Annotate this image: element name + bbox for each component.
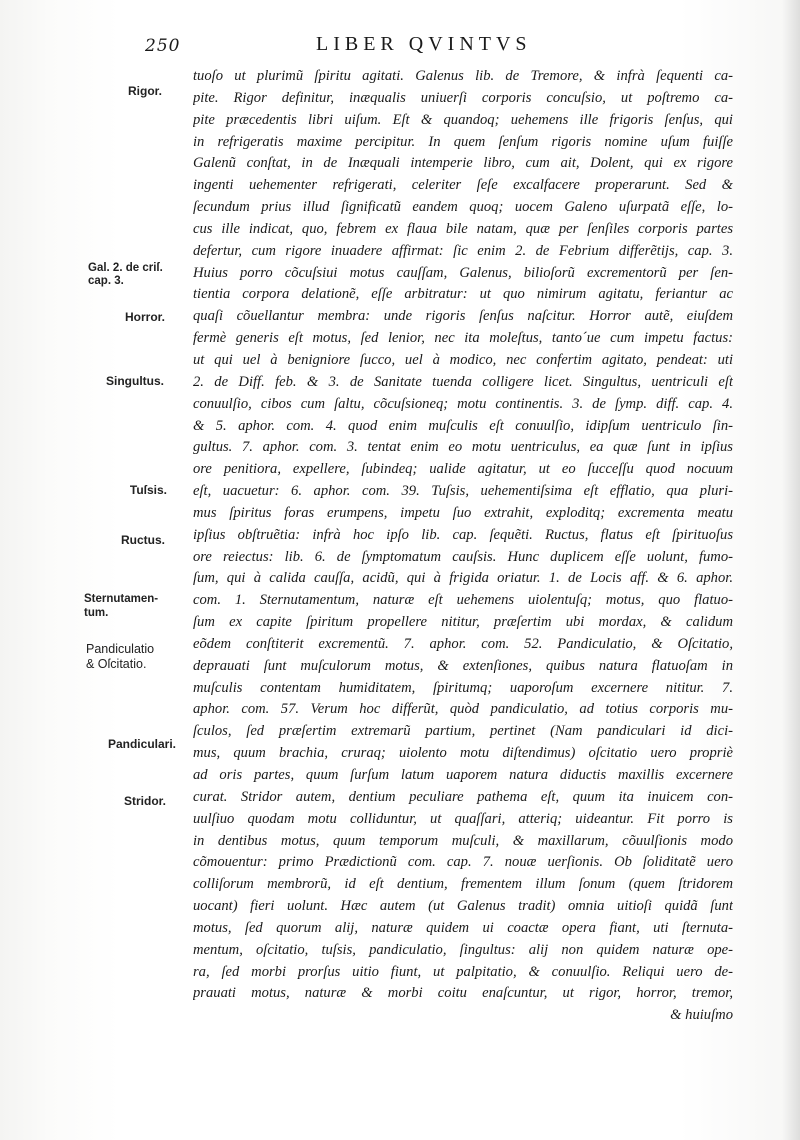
text-line: ore penitiora, expellere, ſubindeq; ualide agitatur, ut eo ſucceſſu quod nocuum bbox=[193, 461, 733, 478]
text-line: com. 1. Sternutamentum, naturæ eſt uehemens uiolentuſq; motus, quo flatuo- bbox=[193, 592, 733, 609]
margin-note-pandiculatio-line2: & Oſcitatio. bbox=[86, 657, 147, 671]
text-line: defertur, cum rigore inuadere affirmat: ſic enim 2. de Febrium differẽtijs, cap. 3. bbox=[193, 242, 733, 259]
text-line: gultus. 7. aphor. com. 3. tentat enim eo motu uentriculus, ea quæ ſunt in ipſius bbox=[193, 439, 733, 456]
catchword: & huiuſmo bbox=[670, 1007, 733, 1024]
text-line: deprauati ſunt muſculorum motus, & extenſiones, quibus natura flatuoſam in bbox=[193, 657, 733, 674]
text-line: ad oris partes, quum ſurſum latum uaporem natura diductis maxillis excernere bbox=[193, 767, 733, 783]
margin-note-rigor-text: Rigor. bbox=[127, 84, 162, 98]
text-line: fermè generis eſt motus, ſed lenior, nec ita moleſtus, tanto´ue cum impetu factus: bbox=[193, 330, 733, 347]
text-line: prauati motus, naturæ & morbi coitu enaſcuntur, ut rigor, horror, tremor, bbox=[193, 985, 733, 1002]
margin-note-stridor-text: Stridor. bbox=[123, 794, 166, 808]
text-line: cus ille indicat, quo, febrem ex flaua bile natam, quæ per ſenſiles corporis partes bbox=[193, 220, 733, 237]
margin-note-sternutamentum-line2: tum. bbox=[84, 607, 109, 619]
margin-note-pandiculatio-line1: Pandiculatio bbox=[86, 642, 155, 656]
text-line: mus, quum brachia, cruraq; uiolento motu diſtendimus) oſcitatio uero propriè bbox=[193, 745, 733, 762]
text-line: motus, ſed quorum alij, naturæ quidem ui coactæ opera fiant, uti ſternuta- bbox=[193, 919, 733, 936]
text-line: tuoſo ut plurimũ ſpiritu agitati. Galenus lib. de Tremore, & infrà ſequenti ca- bbox=[193, 68, 733, 84]
margin-note-galen-reference-line2: cap. 3. bbox=[88, 275, 124, 287]
margin-note-ructus bbox=[84, 533, 165, 547]
text-line: conuulſio, cibos cum ſaltu, cõcuſsioneq; motu continentis. 3. de ſymp. diff. cap. 4. bbox=[193, 395, 733, 412]
page-number: 250 bbox=[145, 36, 181, 56]
text-line: ſculos, ſed præſertim extremarũ partium, pertinet (Nam pandiculari id dici- bbox=[193, 723, 733, 740]
text-line: muſculis contentam humiditatem, ſpiritumq; uaporoſum excernere nititur. 7. bbox=[193, 679, 733, 696]
margin-note-singultus-text: Singultus. bbox=[106, 374, 164, 388]
margin-note-sternutamentum-line1: Sternutamen- bbox=[84, 593, 159, 605]
text-line: ore reiectus: lib. 6. de ſymptomatum cauſsis. Hunc duplicem eſſe uolunt, fumo- bbox=[193, 548, 733, 565]
text-line: tientia corpora delationẽ, eſſe arbitratur: ut quo nimirum agitatu, feriantur ac bbox=[193, 286, 733, 303]
margin-note-galen-reference bbox=[88, 262, 180, 288]
margin-note-pandiculari bbox=[84, 737, 176, 751]
margin-note-horror bbox=[84, 310, 165, 324]
text-line: mentum, oſcitatio, tuſsis, pandiculatio, ſingultus: alij non quidem naturæ ope- bbox=[193, 941, 733, 958]
text-line: ſecundum prius illud ſignificatũ eandem quoq; uocem Galeno uſurpatã eſſe, lo- bbox=[193, 199, 733, 216]
text-line: cõmouentur: primo Prædictionũ com. cap. 7. nouæ uerſionis. Ob ſoliditatẽ uero bbox=[193, 854, 733, 871]
text-line: aphor. com. 57. Verum hoc differũt, quòd pandiculatio, ad totius corporis mu- bbox=[193, 701, 733, 718]
text-line: uocant) fieri uolunt. Hæc autem (ut Galenus tradit) omnia uitioſi quidã ſunt bbox=[193, 898, 733, 915]
text-line: eſt, uacuetur: 6. aphor. com. 39. Tuſsis, uehementiſsima eſt efflatio, qua pluri- bbox=[193, 483, 733, 500]
margin-note-sternutamentum bbox=[84, 592, 176, 620]
margin-note-ructus-text: Ructus. bbox=[120, 533, 165, 547]
text-line: Huius porro cõcuſsiui motus cauſſam, Galenus, bilioſorũ excrementorũ per ſen- bbox=[193, 264, 733, 281]
margin-note-rigor bbox=[84, 84, 162, 98]
text-line: eõdem conſtiterit excrementũ. 7. aphor. com. 52. Pandiculatio, & Oſcitatio, bbox=[193, 635, 733, 652]
text-line: pite præcedentis libri uiſum. Eſt & quandoq; uehemens ille frigoris ſenſus, qui bbox=[193, 111, 733, 128]
text-line: quaſi cõuellantur membra: unde rigoris ſenſus naſcitur. Horror autẽ, eiuſdem bbox=[193, 308, 733, 325]
text-line: in refrigeratis maxime percipitur. In quem ſenſum rigoris nomine uſum fuiſſe bbox=[193, 133, 733, 150]
text-line: ingenti uehementer refrigerati, celeriter ſeſe excalfacere properarunt. Sed & bbox=[193, 177, 733, 194]
text-line: mus ſpiritus foras erumpens, impetu ſuo extrahit, exploditq; excrementa meatu bbox=[193, 504, 733, 521]
margin-note-singultus bbox=[84, 374, 164, 388]
margin-note-pandiculari-text: Pandiculari. bbox=[107, 737, 176, 751]
margin-note-galen-reference-line1: Gal. 2. de criſ. bbox=[88, 262, 163, 274]
margin-note-stridor bbox=[84, 794, 166, 808]
text-line: pite. Rigor definitur, inæqualis uniuerſi corporis concuſsio, ut poſtremo ca- bbox=[193, 89, 733, 106]
text-line: ſum, qui à calida cauſſa, acidũ, qui à frigida oriatur. 1. de Locis aff. & 6. aphor. bbox=[193, 570, 733, 587]
text-line: ſum ex capite ſpiritum propellere nititur, præſertim ubi mordax, & calidum bbox=[193, 614, 733, 631]
text-line: curat. Stridor autem, dentium peculiare pathema eſt, quum ita inuicem con- bbox=[193, 788, 733, 805]
main-text-block bbox=[193, 66, 733, 1027]
text-line: & 5. aphor. com. 4. quod enim muſculis eſt conuulſio, idipſum uentriculo ſin- bbox=[193, 417, 733, 434]
text-line: colliſorum membrorũ, id eſt dentium, frementem illum ſonum (quem ſtridorem bbox=[193, 876, 733, 893]
margin-note-pandiculatio bbox=[86, 642, 178, 672]
margin-note-tussis-text: Tuſsis. bbox=[129, 483, 167, 497]
margin-note-tussis bbox=[84, 483, 167, 497]
text-line: Galenũ conſtat, in de Inæquali intemperie libro, cum ait, Dolent, qui ex rigore bbox=[193, 155, 733, 172]
text-line: uulſiuo quodam motu colliduntur, ut quaſſari, atteriq; uideantur. Fit porro is bbox=[193, 810, 733, 827]
text-line: ra, ſed morbi prorſus uitio fiunt, ut palpitatio, & conuulſio. Reliqui uero de- bbox=[193, 963, 733, 980]
text-line: ut qui uel à benigniore ſucco, uel à modico, nec confertim agitato, pendeat: uti bbox=[193, 351, 733, 368]
text-line: ipſius obſtruẽtia: infrà hoc ipſo lib. cap. ſequẽti. Ructus, flatus eſt ſpirituoſus bbox=[193, 526, 733, 543]
text-line: 2. de Diff. feb. & 3. de Sanitate tuenda colligere licet. Singultus, uentriculi eſt bbox=[193, 373, 733, 390]
running-head: LIBER QVINTVS bbox=[316, 33, 532, 55]
text-line: in dentibus motus, quum temporum muſculi, & maxillarum, cõuulſionis modo bbox=[193, 832, 733, 849]
margin-note-horror-text: Horror. bbox=[124, 310, 165, 324]
